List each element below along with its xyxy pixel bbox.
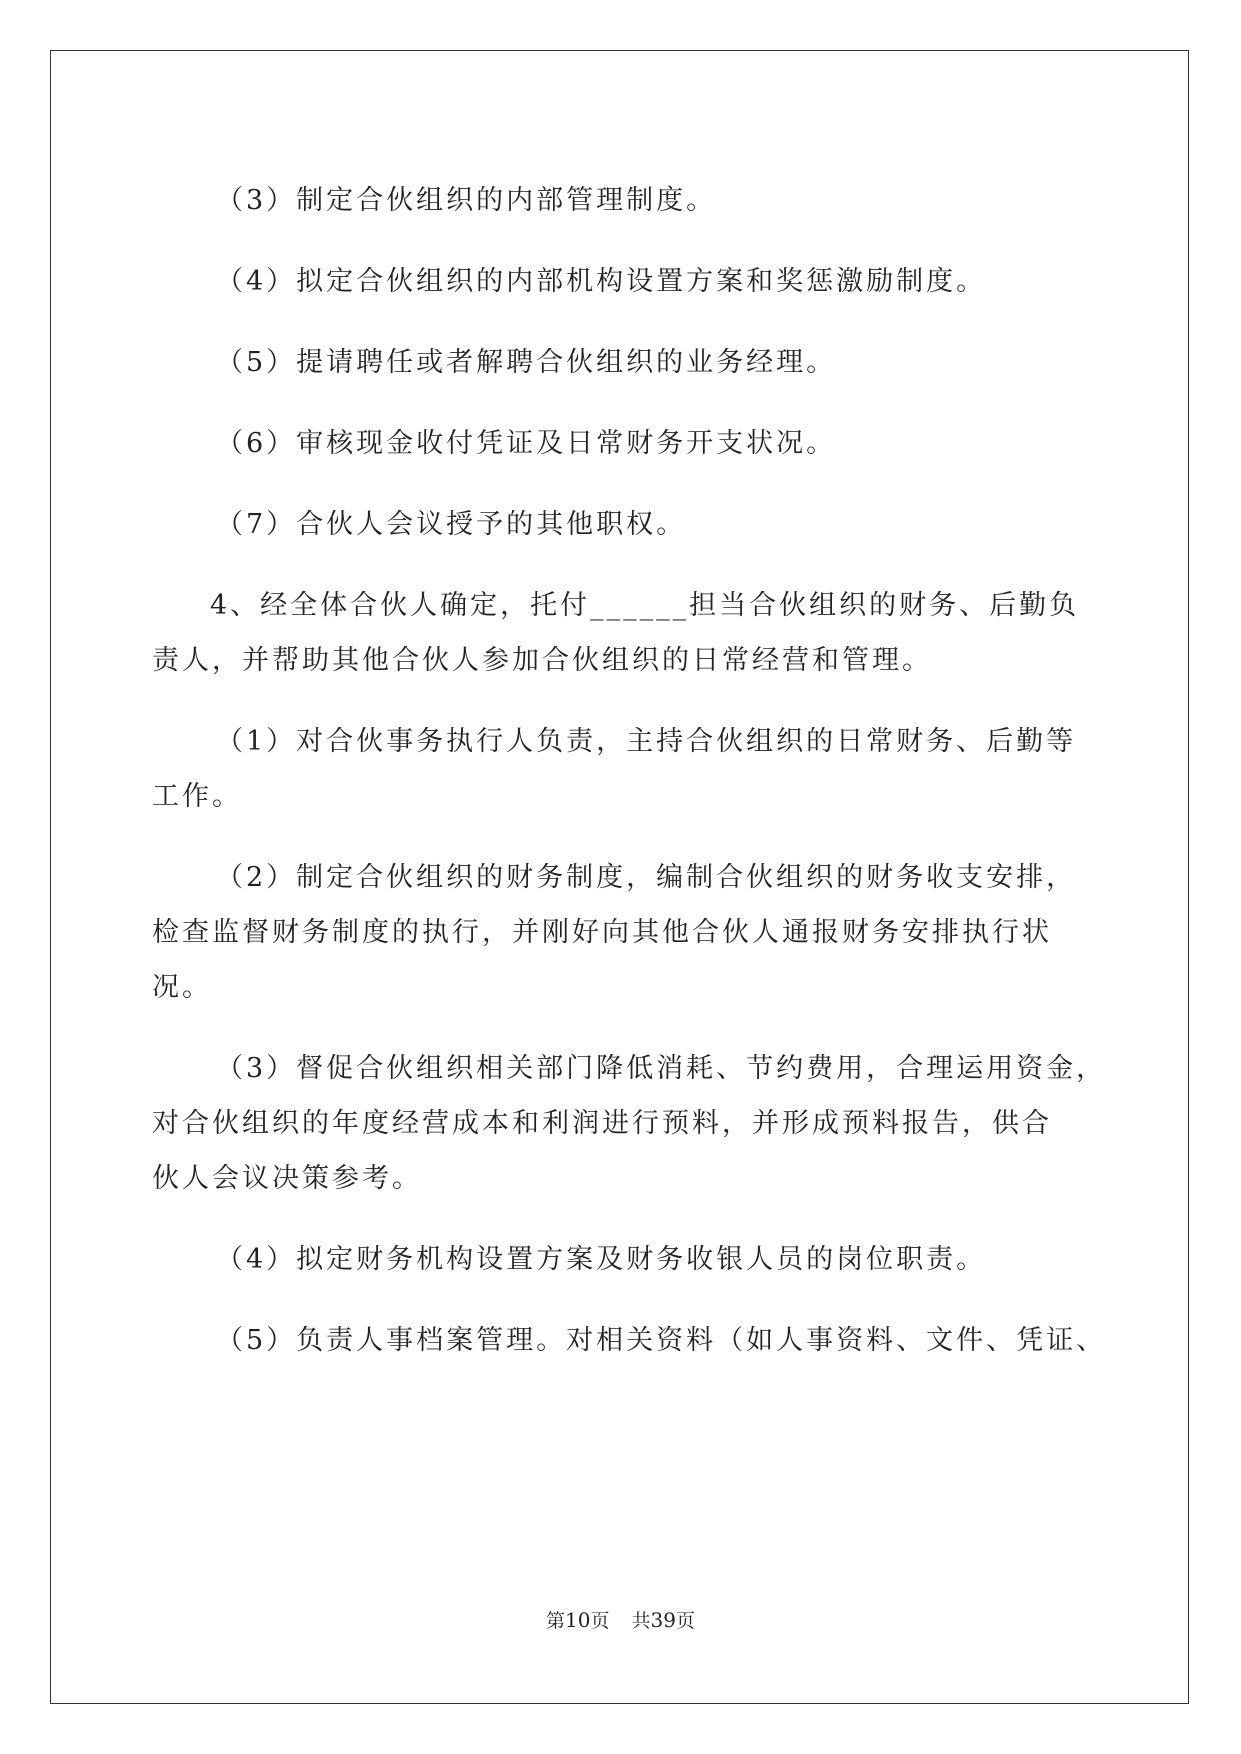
- paragraph: [152, 322, 1102, 403]
- paragraph: [152, 403, 1102, 484]
- paragraph-line: （4）拟定财务机构设置方案及财务收银人员的岗位职责。: [216, 1244, 987, 1275]
- paragraph-line: 伙人会议决策参考。: [152, 1163, 422, 1194]
- footer-page-suffix: 页: [590, 1610, 610, 1632]
- footer-total-prefix: 共: [631, 1610, 651, 1632]
- paragraph: [152, 701, 1102, 837]
- paragraph: [152, 241, 1102, 322]
- paragraph: [152, 484, 1102, 565]
- footer-page-prefix: 第: [546, 1610, 566, 1632]
- paragraph-line: 4、经全体合伙人确定，托付______担当合伙组织的财务、后勤负: [210, 590, 1080, 621]
- paragraph-line: （3）制定合伙组织的内部管理制度。: [216, 185, 717, 216]
- paragraph-line: 检查监督财务制度的执行，并刚好向其他合伙人通报财务安排执行状: [152, 917, 1052, 948]
- paragraph-line: （4）拟定合伙组织的内部机构设置方案和奖惩激励制度。: [216, 266, 987, 297]
- paragraph: [152, 160, 1102, 241]
- footer-total-suffix: 页: [675, 1610, 695, 1632]
- paragraph-line: （7）合伙人会议授予的其他职权。: [216, 509, 687, 540]
- paragraph-line: 对合伙组织的年度经营成本和利润进行预料，并形成预料报告，供合: [152, 1108, 1052, 1139]
- paragraph: [152, 1300, 1107, 1381]
- paragraph-line: （5）负责人事档案管理。对相关资料（如人事资料、文件、凭证、: [216, 1325, 1107, 1356]
- paragraph-line: 责人，并帮助其他合伙人参加合伙组织的日常经营和管理。: [152, 645, 932, 676]
- paragraph-line: （1）对合伙事务执行人负责，主持合伙组织的日常财务、后勤等: [216, 726, 1077, 757]
- document-body: [152, 160, 1107, 1381]
- paragraph-line: 况。: [152, 972, 212, 1003]
- paragraph-line: （6）审核现金收付凭证及日常财务开支状况。: [216, 428, 837, 459]
- footer-total-pages: 39: [650, 1608, 676, 1632]
- paragraph-line: 工作。: [152, 781, 242, 812]
- paragraph-line: （5）提请聘任或者解聘合伙组织的业务经理。: [216, 347, 837, 378]
- paragraph-line: （3）督促合伙组织相关部门降低消耗、节约费用，合理运用资金，: [216, 1053, 1107, 1084]
- page-footer: [0, 1606, 1241, 1633]
- footer-page-number: 10: [565, 1608, 591, 1632]
- paragraph: [152, 837, 1102, 1028]
- paragraph: [152, 1219, 1102, 1300]
- paragraph-line: （2）制定合伙组织的财务制度，编制合伙组织的财务收支安排，: [216, 862, 1077, 893]
- paragraph: [152, 1028, 1107, 1219]
- paragraph: [152, 565, 1102, 701]
